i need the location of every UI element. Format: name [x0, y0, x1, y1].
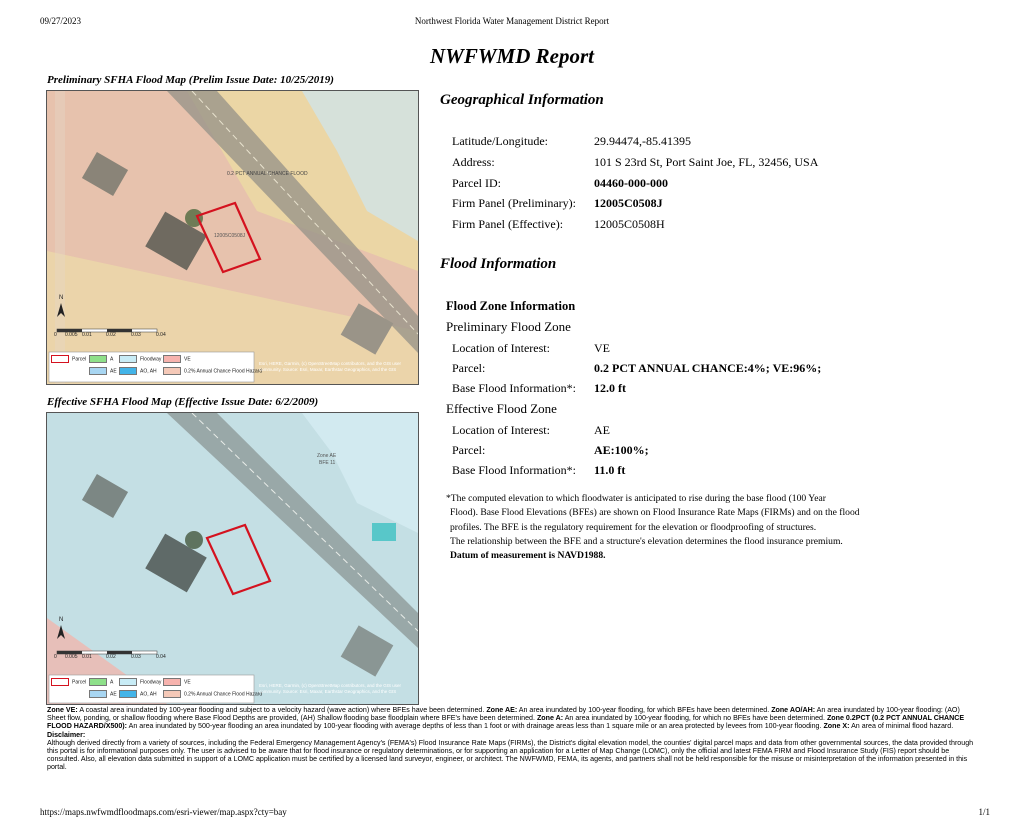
flood-zone-info-heading: Flood Zone Information: [446, 299, 576, 313]
flood-heading: Flood Information: [440, 256, 557, 272]
preliminary-map-title: Preliminary SFHA Flood Map (Prelim Issue Date: 10/25/2019): [47, 74, 334, 86]
prelim-row-location: Location of Interest: VE: [452, 341, 610, 355]
effective-row-parcel: Parcel: AE:100%;: [452, 443, 649, 457]
effective-row-location: Location of Interest: AE: [452, 423, 610, 437]
disclaimer-heading: Disclaimer:: [47, 730, 86, 739]
prelim-row-bfe: Base Flood Information*: 12.0 ft: [452, 381, 626, 395]
geo-heading: Geographical Information: [440, 92, 604, 108]
legend-parcel-swatch: [51, 355, 69, 363]
effective-map-title: Effective SFHA Flood Map (Effective Issue Date: 6/2/2009): [47, 396, 319, 408]
zone-definitions: [47, 706, 977, 772]
map-zone-label: 0.2 PCT ANNUAL CHANCE FLOOD: [227, 171, 308, 177]
map-bfe-label: BFE 11: [319, 460, 336, 466]
effective-flood-map[interactable]: Zone AE BFE 11 N 0 0.005 0.01 0.02 0.03 0.04 Parcel A Floodway VE AE AO, AH 0.2% Annual Chance Flood Hazard Esri, HERE, Garmin, (c) OpenStreetMap contributors, and the GIS user community. Source: Esri, Maxar, Earthstar Geographics, and the GIS: [46, 412, 419, 705]
legend-parcel-swatch: [51, 678, 69, 686]
footer-url[interactable]: https://maps.nwfwmdfloodmaps.com/esri-viewer/map.aspx?cty=bay: [40, 807, 287, 817]
prelim-flood-table: [452, 341, 1012, 403]
bfe-note: *The computed elevation to which floodwater is anticipated to rise during the base flood (100 Year Flood). Base Flood Elevations (BFEs) are shown on Flood Insurance Rate Maps (FIRMs) and on the flood profiles. The BFE is the regulatory requirement for the elevation or floodproofing of structures. The relationship between the BFE and a structure's elevation determines the flood insurance premium. Datum of measurement is NAVD1988.: [446, 492, 1006, 563]
effective-row-bfe: Base Flood Information*: 11.0 ft: [452, 463, 626, 477]
effective-map-legend: Parcel A Floodway VE AE AO, AH 0.2% Annual Chance Flood Hazard: [51, 678, 256, 702]
zone-definitions-text: Zone VE: A coastal area inundated by 100-year flooding and subject to a velocity hazard (wave action) where BFEs have been determined. Zone AE: An area inundated by 100-year flooding, for which BFEs have been determined. Zone AO/AH: An area inundated by 100-year flooding: (AO) Sheet flow, ponding, or shallow flooding where Base Flood Depths are provided, (AH) Shallow flooding base floodplain where BFE's have been determined. Zone A: An area inundated by 100-year flooding, for which no BFEs have been determined. Zone 0.2PCT (0.2 PCT ANNUAL CHANCE FLOOD HAZARD/X500): An area inundated by 500-year flooding an area inundated by 100-year flooding with average depths of less than 1 foot or with drainage areas less than 1 square mile or an area protected by levees from 100-year flooding. Zone X: An area of minimal flood hazard.: [47, 706, 965, 731]
geo-row-firm-effective: Firm Panel (Effective): 12005C0508H: [452, 217, 665, 231]
report-title: NWFWMD Report: [430, 44, 594, 68]
north-arrow-label: N: [59, 617, 64, 623]
preliminary-map-legend: Parcel A Floodway VE AE AO, AH 0.2% Annual Chance Flood Hazard: [51, 355, 256, 381]
map-attribution: Esri, HERE, Garmin, (c) OpenStreetMap contributors, and the GIS user community. Source: Esri, Maxar, Earthstar Geographics, and the GIS: [259, 683, 402, 694]
north-arrow-label: N: [59, 295, 64, 301]
geo-row-address: Address: 101 S 23rd St, Port Saint Joe, FL, 32456, USA: [452, 155, 819, 169]
print-header-title: Northwest Florida Water Management District Report: [414, 16, 610, 26]
disclaimer-text: Although derived directly from a variety of sources, including the Federal Emergency Management Agency's (FEMA's) Flood Insurance Rate Maps (FIRMs), the District's digital elevation model, the counties' digital parcel maps and data from other governmental sources, the data provided through this portal is for informational purposes only. The user is advised to be aware that for flood insurance or regulatory determinations, or for supporting an application for a Letter of Map Change (LOMC), only the official and latest FEMA FIRM and Flood Insurance Study (FIS) report should be consulted. Also, all elevation data submitted in support of a LOMC application must be certified by a licensed land surveyor, engineer, or architect. The NWFWMD, FEMA, its agents, and partners shall not be held responsible for the misuse or misinterpretation of the information presented in this portal.: [47, 738, 974, 772]
datum-note: Datum of measurement is NAVD1988.: [450, 550, 606, 562]
prelim-row-parcel: Parcel: 0.2 PCT ANNUAL CHANCE:4%; VE:96%;: [452, 361, 822, 375]
map-panel-label: 12005C0508J: [214, 233, 246, 239]
prelim-flood-zone-heading: Preliminary Flood Zone: [446, 319, 571, 334]
geo-table: [452, 134, 1012, 234]
geo-row-latlong: Latitude/Longitude: 29.94474,-85.41395: [452, 134, 691, 148]
effective-flood-table: [452, 423, 1012, 485]
map-attribution: Esri, HERE, Garmin, (c) OpenStreetMap contributors, and the GIS user community. Source: Esri, Maxar, Earthstar Geographics, and the GIS: [259, 361, 402, 372]
geo-row-firm-prelim: Firm Panel (Preliminary): 12005C0508J: [452, 196, 663, 210]
page-number: 1/1: [978, 807, 990, 817]
preliminary-flood-map[interactable]: 0.2 PCT ANNUAL CHANCE FLOOD 12005C0508J N 0 0.005 0.01 0.02 0.03 0.04 Parcel A Floodway VE AE AO, AH 0.2% Annual Chance Flood Hazard Esri, HERE, Garmin, (c) OpenStreetMap contributors, and the GIS user community. Source: Esri, Maxar, Earthstar Geographics, and the GIS: [46, 90, 419, 385]
effective-flood-zone-heading: Effective Flood Zone: [446, 401, 557, 416]
map-zone-label: Zone AE: [317, 453, 337, 459]
print-date: 09/27/2023: [40, 16, 82, 26]
geo-row-parcel-id: Parcel ID: 04460-000-000: [452, 176, 668, 190]
